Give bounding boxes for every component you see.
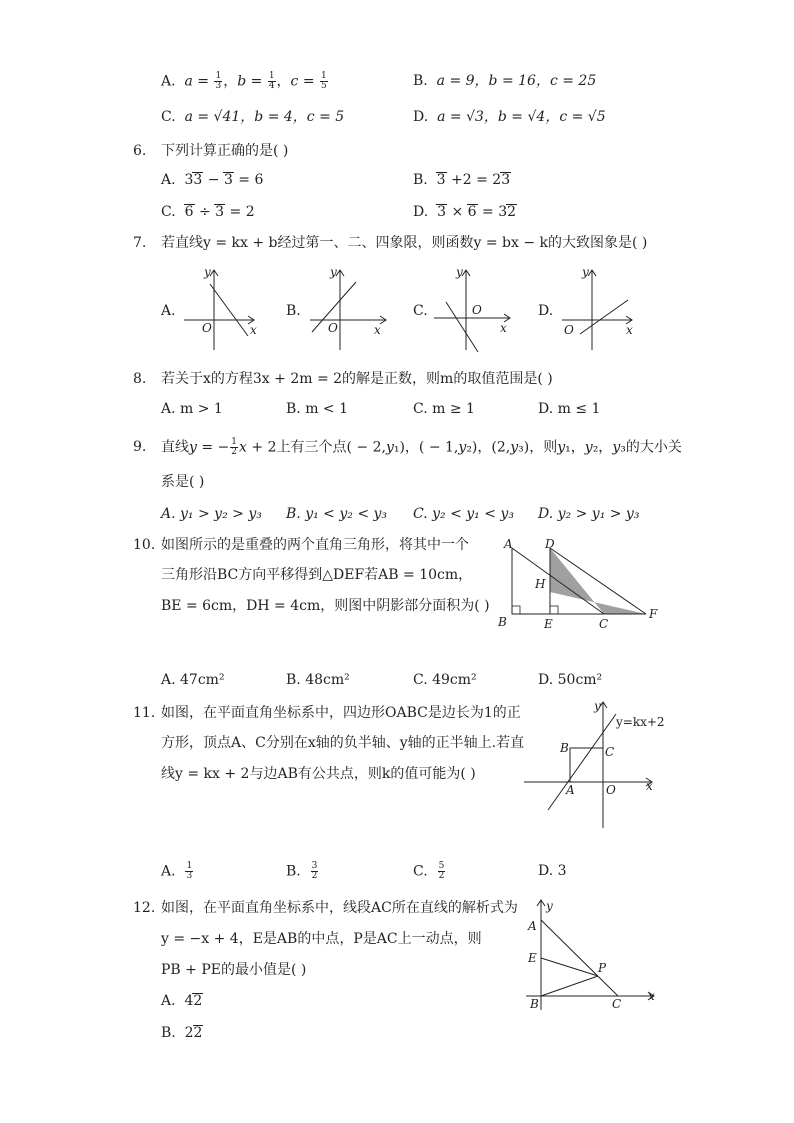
q12-figure bbox=[522, 896, 662, 1016]
label-d: D bbox=[545, 537, 555, 551]
x-axis-label: x bbox=[374, 323, 381, 337]
label-c: C bbox=[605, 745, 615, 759]
q11-line1: 如图，在平面直角坐标系中，四边形OABC是边长为1的正 bbox=[161, 705, 521, 721]
q6-option-b[interactable]: B. 3 +2 = 23 bbox=[413, 172, 511, 188]
q12-number: 12. bbox=[133, 900, 156, 916]
q10-line3: BE = 6cm，DH = 4cm，则图中阴影部分面积为( ) bbox=[161, 598, 490, 614]
q12-line3: PB + PE的最小值是( ) bbox=[161, 962, 307, 978]
label-h: H bbox=[535, 577, 546, 591]
label-a: A bbox=[566, 783, 575, 797]
q11-option-a[interactable]: A. $\frac{1}{3}$ bbox=[161, 861, 193, 881]
label-line: y=kx+2 bbox=[616, 715, 665, 729]
q7-graph-a[interactable] bbox=[180, 262, 264, 354]
label-b: B bbox=[530, 997, 539, 1011]
origin-label: O bbox=[564, 323, 574, 337]
q10-line1: 如图所示的是重叠的两个直角三角形，将其中一个 bbox=[161, 537, 469, 553]
q6-number: 6. bbox=[133, 143, 147, 159]
q5-option-d-text: a = √3，b = √4，c = √5 bbox=[437, 109, 606, 125]
q7-option-d-label[interactable]: D. bbox=[538, 303, 554, 319]
q7-number: 7. bbox=[133, 235, 147, 251]
label-c: C bbox=[612, 997, 622, 1011]
q9-number: 9. bbox=[133, 439, 147, 455]
q12-line1: 如图，在平面直角坐标系中，线段AC所在直线的解析式为 bbox=[161, 900, 518, 916]
q12-option-b[interactable]: B. 22 bbox=[161, 1025, 203, 1041]
label-x: x bbox=[646, 779, 653, 793]
q9-option-a[interactable]: A. y₁ > y₂ > y₃ bbox=[161, 506, 262, 522]
y-axis-label: y bbox=[204, 265, 211, 279]
q6-option-d[interactable]: D. 3 × 6 = 32 bbox=[413, 204, 517, 220]
x-axis-label: x bbox=[626, 323, 633, 337]
q11-option-d[interactable]: D. 3 bbox=[538, 863, 567, 879]
label-a: A bbox=[528, 919, 537, 933]
q10-option-c[interactable]: C. 49cm² bbox=[413, 672, 477, 688]
q7-graph-b[interactable] bbox=[306, 262, 390, 354]
q6-option-c[interactable]: C. 6 ÷ 3 = 2 bbox=[161, 204, 255, 220]
q9-option-d[interactable]: D. y₂ > y₁ > y₃ bbox=[538, 506, 640, 522]
q5-option-b[interactable]: B. a = 9，b = 16，c = 25 bbox=[413, 73, 597, 89]
q10-option-d[interactable]: D. 50cm² bbox=[538, 672, 603, 688]
origin-label: O bbox=[202, 321, 212, 335]
q9-stem-line2: 系是( ) bbox=[161, 474, 205, 490]
q9-stem: 直线y = − $\frac{1}{2}$ x + 2上有三个点( − 2,y₁)，( − 1,y₂)，(2,y₃)，则y₁，y₂，y₃的大小关 bbox=[161, 437, 682, 457]
q8-option-c[interactable]: C. m ≥ 1 bbox=[413, 401, 475, 417]
q11-figure bbox=[520, 698, 665, 830]
label-y: y bbox=[594, 699, 601, 713]
q9-option-b[interactable]: B. y₁ < y₂ < y₃ bbox=[286, 506, 388, 522]
q10-line2: 三角形沿BC方向平移得到△DEF若AB = 10cm， bbox=[161, 567, 473, 583]
q6-stem: 下列计算正确的是( ) bbox=[161, 143, 289, 159]
label-o: O bbox=[606, 783, 616, 797]
q7-graph-d[interactable] bbox=[558, 262, 642, 354]
label-b: B bbox=[498, 615, 507, 629]
q5-option-b-text: a = 9，b = 16，c = 25 bbox=[436, 73, 597, 89]
q7-option-b-label[interactable]: B. bbox=[286, 303, 301, 319]
q8-option-b[interactable]: B. m < 1 bbox=[286, 401, 349, 417]
q12-line2: y = −x + 4，E是AB的中点，P是AC上一动点，则 bbox=[161, 931, 482, 947]
q5-option-c-text: a = √41，b = 4，c = 5 bbox=[184, 109, 345, 125]
q9-option-c[interactable]: C. y₂ < y₁ < y₃ bbox=[413, 506, 514, 522]
q11-line2: 方形，顶点A、C分别在x轴的负半轴、y轴的正半轴上.若直 bbox=[161, 735, 525, 751]
label-e: E bbox=[544, 617, 553, 631]
label-y: y bbox=[546, 899, 553, 913]
q5-option-c[interactable]: C. a = √41，b = 4，c = 5 bbox=[161, 109, 345, 125]
x-axis-label: x bbox=[250, 323, 257, 337]
q10-option-b[interactable]: B. 48cm² bbox=[286, 672, 350, 688]
label-f: F bbox=[649, 607, 658, 621]
q8-option-d[interactable]: D. m ≤ 1 bbox=[538, 401, 601, 417]
label-c: C bbox=[599, 617, 609, 631]
q10-number: 10. bbox=[133, 537, 156, 553]
q7-option-c-label[interactable]: C. bbox=[413, 303, 428, 319]
q5-option-a[interactable]: A. a = $\frac{1}{3}$ ，b = $\frac{1}{4}$ ，c = $\frac{1}{5}$ bbox=[161, 71, 327, 91]
q10-option-a[interactable]: A. 47cm² bbox=[161, 672, 225, 688]
q7-option-a-label[interactable]: A. bbox=[161, 303, 176, 319]
q11-number: 11. bbox=[133, 705, 156, 721]
q11-option-b[interactable]: B. $\frac{3}{2}$ bbox=[286, 861, 318, 881]
label-x: x bbox=[648, 989, 655, 1003]
q8-option-a[interactable]: A. m > 1 bbox=[161, 401, 223, 417]
label-e: E bbox=[528, 951, 537, 965]
q10-figure bbox=[494, 536, 664, 631]
origin-label: O bbox=[472, 303, 482, 317]
y-axis-label: y bbox=[456, 265, 463, 279]
label-b: B bbox=[560, 741, 569, 755]
y-axis-label: y bbox=[330, 265, 337, 279]
q6-option-a[interactable]: A. 33 − 3 = 6 bbox=[161, 172, 264, 188]
origin-label: O bbox=[328, 321, 338, 335]
q11-option-c[interactable]: C. $\frac{5}{2}$ bbox=[413, 861, 445, 881]
label-p: P bbox=[598, 961, 607, 975]
q12-option-a[interactable]: A. 42 bbox=[161, 993, 203, 1009]
q7-graph-c[interactable] bbox=[430, 262, 514, 354]
y-axis-label: y bbox=[582, 265, 589, 279]
q8-stem: 若关于x的方程3x + 2m = 2的解是正数，则m的取值范围是( ) bbox=[161, 371, 553, 387]
q8-number: 8. bbox=[133, 371, 147, 387]
x-axis-label: x bbox=[500, 321, 507, 335]
label-a: A bbox=[504, 537, 513, 551]
q5-option-d[interactable]: D. a = √3，b = √4，c = √5 bbox=[413, 109, 606, 125]
q11-line3: 线y = kx + 2与边AB有公共点，则k的值可能为( ) bbox=[161, 766, 476, 782]
q7-stem: 若直线y = kx + b经过第一、二、四象限，则函数y = bx − k的大致图象是( ) bbox=[161, 235, 648, 251]
